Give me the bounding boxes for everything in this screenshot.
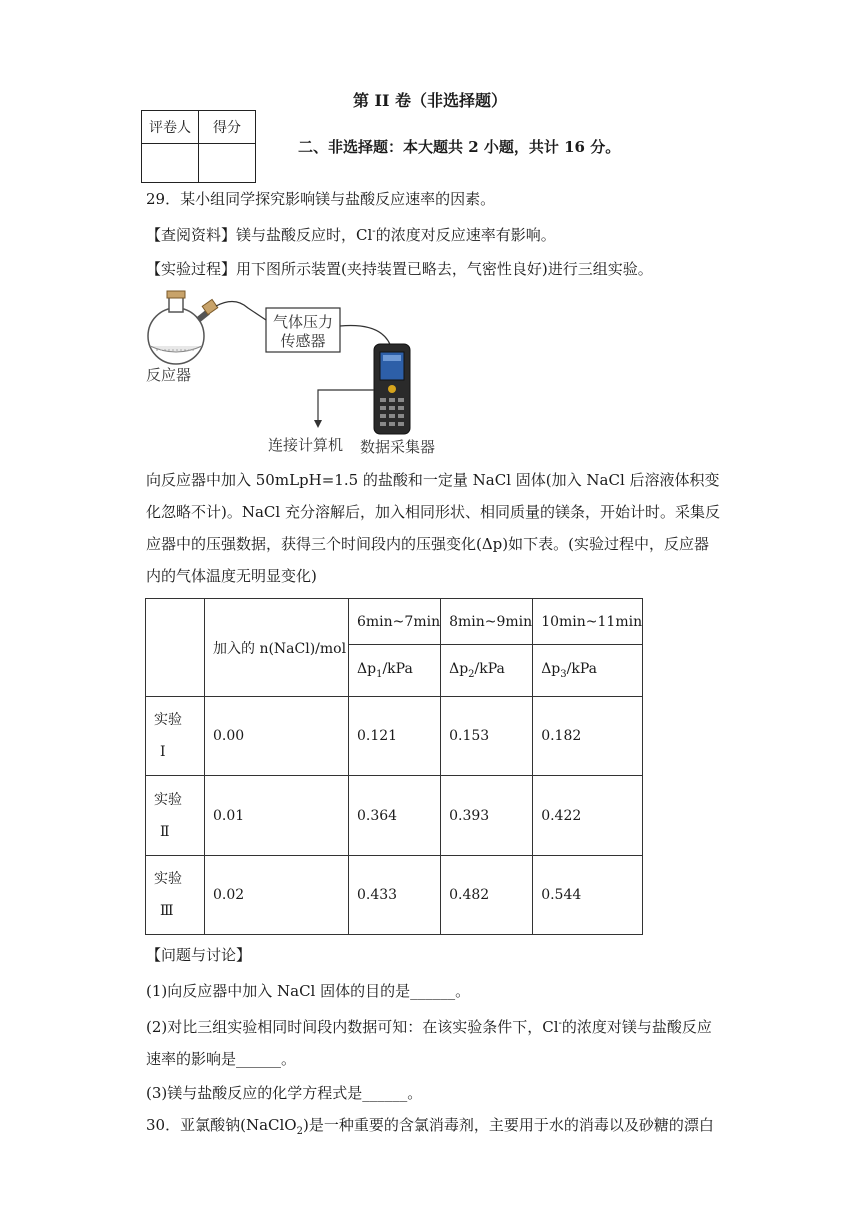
- discussion-heading: 【问题与讨论】: [146, 946, 252, 964]
- row-name: 实验 Ⅲ: [146, 856, 205, 935]
- q30-intro: [146, 1114, 714, 1137]
- row-nacl: 0.02: [205, 856, 349, 935]
- row-dp3: 0.182: [533, 697, 643, 776]
- info-sup: -: [372, 226, 376, 237]
- data-collector-icon: [374, 344, 410, 434]
- q30-sub: 2: [296, 1126, 303, 1137]
- page-title: 第 II 卷（非选择题）: [352, 91, 508, 110]
- header-dp-1: $\Delta p_1$/kPa: [349, 645, 441, 697]
- table-row: [146, 776, 643, 856]
- score-box: [141, 110, 256, 183]
- question-3: (3)镁与盐酸反应的化学方程式是______。: [146, 1084, 423, 1102]
- q30-text-a: 30．亚氯酸钠(NaClO: [146, 1116, 297, 1134]
- reviewer-cell: [142, 144, 199, 183]
- apparatus-diagram: [140, 286, 460, 456]
- row-dp2: 0.393: [441, 776, 533, 856]
- sensor-label-1: 气体压力: [272, 313, 334, 331]
- header-period-2: 8min~9min: [441, 599, 533, 645]
- row-nacl: 0.01: [205, 776, 349, 856]
- row-dp1: 0.433: [349, 856, 441, 935]
- score-cell: [199, 144, 256, 183]
- header-nacl: 加入的 n(NaCl)/mol: [205, 599, 349, 697]
- table-row: [146, 697, 643, 776]
- row-dp3: 0.422: [533, 776, 643, 856]
- reactor-flask-icon: [148, 291, 218, 364]
- row-dp1: 0.364: [349, 776, 441, 856]
- q29-intro: 29．某小组同学探究影响镁与盐酸反应速率的因素。: [146, 190, 496, 208]
- question-2-b: 的浓度对镁与盐酸反应速率的影响是______。: [146, 1018, 712, 1068]
- header-dp-3: $\Delta p_3$/kPa: [533, 645, 643, 697]
- header-dp-2: $\Delta p_2$/kPa: [441, 645, 533, 697]
- q29-procedure: 向反应器中加入 50mLpH=1.5 的盐酸和一定量 NaCl 固体(加入 NaCl 后溶液体积变化忽略不计)。NaCl 充分溶解后，加入相同形状、相同质量的镁条，开始计时。采集反应器中的压强数据，获得三个时间段内的压强变化(Δp)如下表。(实验过程中，反应器内的气体温度无明显变化): [146, 471, 720, 585]
- section-header: 二、非选择题：本大题共 2 小题，共计 16 分。: [298, 138, 621, 156]
- sensor-label-2: 传感器: [280, 332, 326, 350]
- question-2-a: (2)对比三组实验相同时间段内数据可知：在该实验条件下，Cl: [146, 1018, 559, 1036]
- header-period-1: 6min~7min: [349, 599, 441, 645]
- q29-info: [146, 224, 556, 245]
- question-2-sup: -: [558, 1018, 562, 1029]
- q30-text-b: )是一种重要的含氯消毒剂，主要用于水的消毒以及砂糖的漂白: [302, 1116, 714, 1134]
- info-tag: 【查阅资料】: [146, 226, 237, 244]
- row-dp3: 0.544: [533, 856, 643, 935]
- row-nacl: 0.00: [205, 697, 349, 776]
- row-dp1: 0.121: [349, 697, 441, 776]
- score-label: 得分: [199, 111, 256, 144]
- info-text-a: 镁与盐酸反应时，Cl: [236, 226, 373, 244]
- reviewer-label: 评卷人: [142, 111, 199, 144]
- row-name: 实验 Ⅱ: [146, 776, 205, 856]
- row-dp2: 0.482: [441, 856, 533, 935]
- row-name: 实验 Ⅰ: [146, 697, 205, 776]
- pressure-table: [145, 598, 643, 935]
- collector-label: 数据采集器: [360, 438, 436, 456]
- q29-process: 【实验过程】用下图所示装置(夹持装置已略去，气密性良好)进行三组实验。: [146, 260, 653, 278]
- reactor-label: 反应器: [146, 366, 192, 384]
- question-1: (1)向反应器中加入 NaCl 固体的目的是______。: [146, 982, 471, 1000]
- row-dp2: 0.153: [441, 697, 533, 776]
- info-text-b: 的浓度对反应速率有影响。: [375, 226, 556, 244]
- question-2: [146, 1008, 720, 1075]
- table-row: [146, 856, 643, 935]
- table-corner: [146, 599, 205, 697]
- header-period-3: 10min~11min: [533, 599, 643, 645]
- computer-label: 连接计算机: [268, 436, 344, 454]
